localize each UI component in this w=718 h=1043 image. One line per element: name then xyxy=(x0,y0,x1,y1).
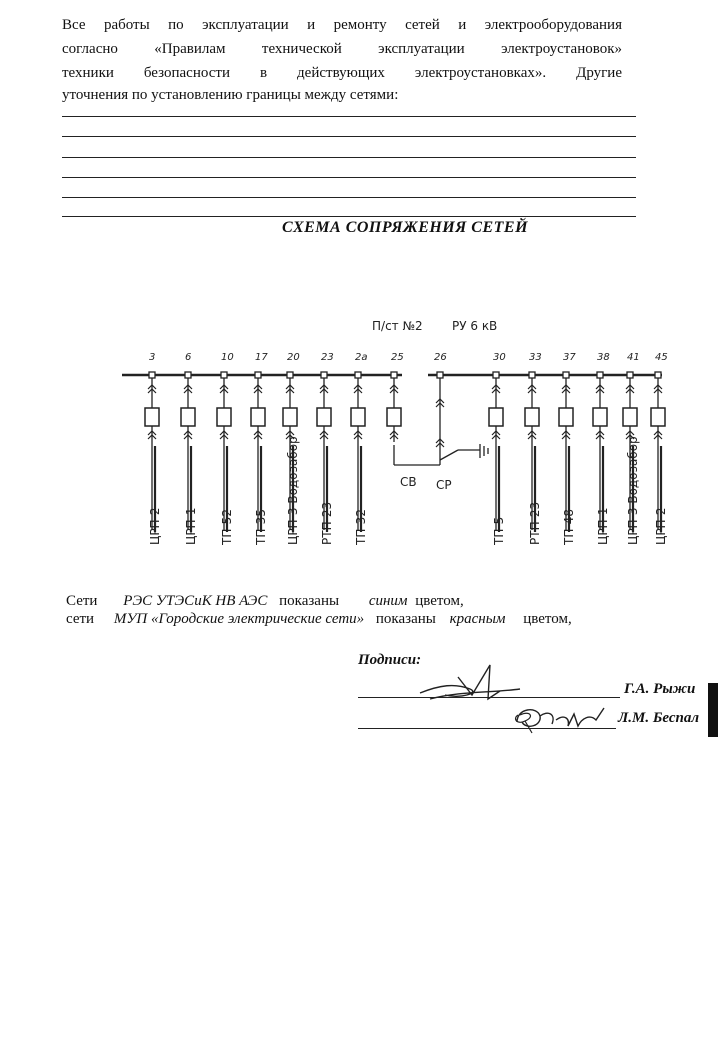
breaker-box xyxy=(351,408,365,426)
coupler-node xyxy=(437,372,443,378)
feeder xyxy=(283,352,300,545)
legend-prefix: Сети xyxy=(66,593,98,609)
legend-suffix: цветом, xyxy=(523,611,572,627)
feeder-number: 25 xyxy=(391,352,404,363)
margin-mark xyxy=(708,683,718,737)
paragraph-word: эксплуатации xyxy=(378,41,465,57)
paragraph-word: сетей xyxy=(405,17,440,33)
feeder-node xyxy=(321,372,327,378)
feeder xyxy=(145,352,162,545)
ruled-line xyxy=(62,157,636,158)
feeder-number: 23 xyxy=(321,352,334,363)
feeder-name: ЦРП-2 xyxy=(654,507,668,545)
paragraph-line-4: уточнения по установлению границы между сетями: xyxy=(62,87,399,103)
feeder xyxy=(489,352,506,546)
paragraph-word: и xyxy=(458,17,467,33)
left-feeders xyxy=(145,352,404,546)
scheme-title: СХЕМА СОПРЯЖЕНИЯ СЕТЕЙ xyxy=(281,219,529,236)
feeder-name: РТП-23 xyxy=(320,501,334,545)
paragraph-word: и xyxy=(307,17,316,33)
breaker-box xyxy=(489,408,503,426)
feeder xyxy=(651,352,668,545)
feeder-node xyxy=(355,372,361,378)
signer-name-1: Г.А. Рыжи xyxy=(624,681,696,697)
signer-name-2: Л.М. Беспал xyxy=(618,710,700,726)
paragraph-word: Другие xyxy=(576,65,622,81)
paragraph-line-2 xyxy=(62,40,622,58)
feeder-name: ЦРП-3 Водозабор xyxy=(286,436,300,545)
paragraph-word: Все xyxy=(62,17,86,33)
paragraph-word: «Правилам xyxy=(154,41,226,57)
paragraph-word: по xyxy=(168,17,184,33)
paragraph-word: эксплуатации xyxy=(202,17,289,33)
breaker-box xyxy=(593,408,607,426)
network-diagram xyxy=(0,300,718,590)
paragraph-word: электроустановок» xyxy=(501,41,622,57)
legend-middle: показаны xyxy=(279,593,340,609)
feeder xyxy=(217,352,234,546)
legend-org: МУП «Городские электрические сети» xyxy=(113,611,365,627)
signatures-title: Подписи: xyxy=(358,652,422,668)
feeder-name: ЦРП-1 xyxy=(184,507,198,545)
feeder-number: 30 xyxy=(493,352,506,363)
paragraph-word: технической xyxy=(261,41,342,57)
legend-line-1 xyxy=(66,592,464,610)
ruled-line xyxy=(62,116,636,117)
legend-line-2 xyxy=(66,610,572,628)
feeder-name: ЦРП-3 Водозабор xyxy=(626,436,640,545)
ruled-line xyxy=(62,136,636,137)
paragraph-word: работы xyxy=(103,17,150,33)
feeder xyxy=(559,352,576,546)
breaker-box xyxy=(181,408,195,426)
feeder-number: 33 xyxy=(529,352,542,363)
feeder-name: ТП-48 xyxy=(562,509,576,545)
feeder-name: ЦРП-2 xyxy=(148,507,162,545)
feeder-node xyxy=(493,372,499,378)
feeder-number: 3 xyxy=(149,352,156,363)
feeder xyxy=(525,352,542,545)
paragraph-line-1 xyxy=(62,16,622,34)
feeder-node xyxy=(563,372,569,378)
breaker-box xyxy=(217,408,231,426)
paragraph-word: электроустановках». xyxy=(414,65,547,81)
feeder xyxy=(317,352,334,545)
breaker-box xyxy=(283,408,297,426)
feeder-number: 20 xyxy=(287,352,300,363)
paragraph-word: в xyxy=(259,65,268,81)
paragraph-word: безопасности xyxy=(143,65,230,81)
ruled-line xyxy=(62,197,636,198)
feeder-name: ТП-52 xyxy=(220,509,234,545)
legend-color: синим xyxy=(368,593,408,609)
sv-label: СВ xyxy=(400,475,417,489)
feeder-number: 6 xyxy=(185,352,192,363)
breaker-box xyxy=(387,408,401,426)
legend-suffix: цветом, xyxy=(415,593,464,609)
feeder-node xyxy=(255,372,261,378)
legend-org: РЭС УТЭСиК НВ АЭС xyxy=(123,593,268,609)
feeder-node xyxy=(627,372,633,378)
feeder-number: 37 xyxy=(563,352,576,363)
ruled-line xyxy=(62,216,636,217)
feeder-node xyxy=(185,372,191,378)
bus-coupler xyxy=(394,352,488,465)
feeder-number: 10 xyxy=(221,352,234,363)
coupler-number: 26 xyxy=(434,352,447,363)
feeder-node xyxy=(221,372,227,378)
feeder-name: ТП-5 xyxy=(492,516,506,545)
legend-prefix: сети xyxy=(66,611,95,627)
feeder-name: ТП-35 xyxy=(254,509,268,545)
feeder-name: РТП-23 xyxy=(528,501,542,545)
earthing-switch xyxy=(440,450,458,460)
feeder-name: ТП-32 xyxy=(354,509,368,545)
feeder xyxy=(593,352,610,545)
feeder-number: 17 xyxy=(255,352,268,363)
feeder-number: 2а xyxy=(355,352,368,363)
feeder-number: 41 xyxy=(627,352,640,363)
feeder-node xyxy=(149,372,155,378)
feeder xyxy=(623,352,640,545)
feeder-node xyxy=(597,372,603,378)
substation-label: П/ст №2 xyxy=(372,319,423,333)
paragraph-word: ремонту xyxy=(333,17,387,33)
paragraph-word: техники xyxy=(62,65,114,81)
breaker-box xyxy=(651,408,665,426)
paragraph-word: электрооборудования xyxy=(484,17,622,33)
ruled-line xyxy=(62,177,636,178)
feeder-name: ЦРП-1 xyxy=(596,507,610,545)
right-feeders xyxy=(489,352,668,546)
feeder xyxy=(387,352,404,442)
sr-label: СР xyxy=(436,478,452,492)
feeder xyxy=(251,352,268,546)
breaker-box xyxy=(623,408,637,426)
feeder-node xyxy=(391,372,397,378)
legend-color: красным xyxy=(449,611,506,627)
breaker-box xyxy=(251,408,265,426)
paragraph-word: действующих xyxy=(297,65,385,81)
feeder-node xyxy=(287,372,293,378)
feeder xyxy=(181,352,198,545)
breaker-box xyxy=(559,408,573,426)
breaker-box xyxy=(525,408,539,426)
feeder-node xyxy=(655,372,661,378)
feeder-number: 45 xyxy=(655,352,668,363)
feeder-node xyxy=(529,372,535,378)
breaker-box xyxy=(317,408,331,426)
feeder xyxy=(351,352,368,546)
switchgear-label: РУ 6 кВ xyxy=(452,319,498,333)
legend-middle: показаны xyxy=(375,611,436,627)
signature-scribble-2 xyxy=(512,700,612,740)
paragraph-word: согласно xyxy=(62,41,118,57)
paragraph-line-3 xyxy=(62,64,622,82)
feeder-number: 38 xyxy=(597,352,610,363)
breaker-box xyxy=(145,408,159,426)
